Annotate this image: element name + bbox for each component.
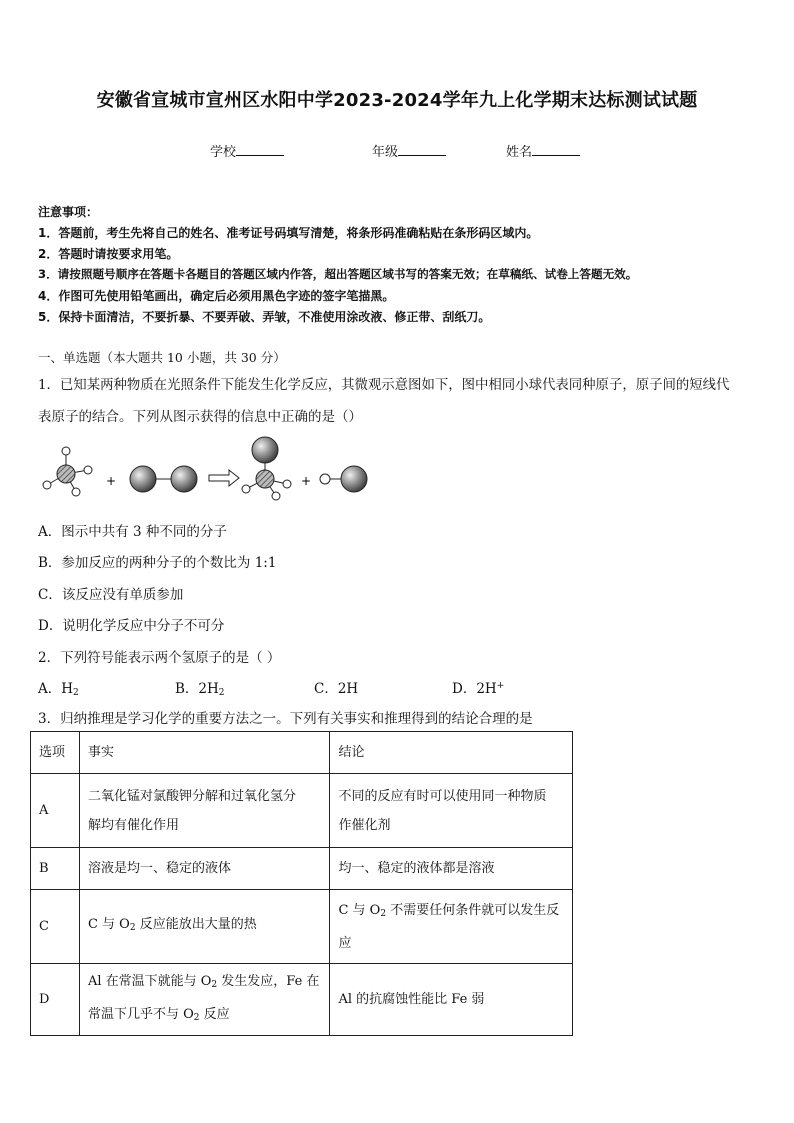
name-field[interactable] — [506, 141, 580, 160]
row-c-option: C — [31, 890, 80, 964]
q2-stem: 2．下列符号能表示两个氢原子的是（ ） — [38, 650, 281, 666]
q1-option-d: D．说明化学反应中分子不可分 — [38, 618, 225, 634]
name-label: 姓名 — [506, 145, 533, 160]
row-c-fact: C 与 $O_2$ 反应能放出大量的热 — [79, 890, 330, 964]
hcl-molecule — [320, 466, 367, 492]
reaction-diagram — [36, 433, 376, 503]
notice-item-2: 2．答题时请按要求用笔。 — [38, 247, 179, 261]
reaction-arrow-icon — [209, 470, 239, 486]
chlorine-molecule — [130, 466, 197, 492]
table-row — [31, 774, 573, 848]
notice-item-4: 4．作图可先使用铅笔画出，确定后必须用黑色字迹的签字笔描黑。 — [38, 289, 395, 303]
q2-option-b: B．$2H_2$ — [175, 681, 225, 698]
school-field[interactable] — [210, 141, 284, 160]
q1-option-a: A．图示中共有 3 种不同的分子 — [38, 524, 227, 540]
q1-option-c: C．该反应没有单质参加 — [38, 587, 184, 603]
q1-option-b: B．参加反应的两种分子的个数比为 1:1 — [38, 555, 277, 571]
section-heading: 一、单选题（本大题共 10 小题，共 30 分） — [38, 350, 286, 365]
row-d-fact: Al 在常温下就能与 $O_2$ 发生发应，Fe 在 常温下几乎不与 $O_2$ 反应 — [79, 964, 330, 1036]
row-b-conclusion: 均一、稳定的液体都是溶液 — [330, 848, 573, 890]
grade-field[interactable] — [372, 141, 446, 160]
header-fact: 事实 — [79, 732, 330, 774]
school-blank[interactable] — [236, 143, 284, 156]
notice-item-1: 1．答题前，考生先将自己的姓名、准考证号码填写清楚，将条形码准确粘贴在条形码区域内。 — [38, 226, 539, 240]
table-row — [31, 964, 573, 1036]
q3-stem: 3．归纳推理是学习化学的重要方法之一。下列有关事实和推理得到的结论合理的是 — [38, 711, 533, 727]
row-a-fact: 二氧化锰对氯酸钾分解和过氧化氢分 解均有催化作用 — [79, 774, 330, 848]
q3-table — [30, 731, 573, 1036]
q2-option-a: A．$H_2$ — [38, 681, 79, 698]
name-blank[interactable] — [532, 143, 580, 156]
row-d-option: D — [31, 964, 80, 1036]
row-a-option: A — [31, 774, 80, 848]
plus-sign-2: + — [301, 474, 312, 488]
grade-blank[interactable] — [398, 143, 446, 156]
q2-option-c: C．2H — [314, 681, 359, 697]
q1-stem-line1: 1．已知某两种物质在光照条件下能发生化学反应，其微观示意图如下，图中相同小球代表同种原子，原子间的短线代 — [38, 378, 730, 393]
product-molecule — [242, 437, 291, 500]
header-option: 选项 — [31, 732, 80, 774]
q1-stem-line2: 表原子的结合。下列从图示获得的信息中正确的是（） — [38, 409, 362, 425]
row-b-option: B — [31, 848, 80, 890]
table-row — [31, 890, 573, 964]
q2-option-d: D．2H+ — [452, 681, 505, 697]
plus-sign-1: + — [106, 474, 117, 488]
row-d-conclusion: Al 的抗腐蚀性能比 Fe 弱 — [330, 964, 573, 1036]
grade-label: 年级 — [372, 145, 399, 160]
methane-molecule — [43, 447, 92, 496]
table-header-row — [31, 732, 573, 774]
page-title: 安徽省宣城市宣州区水阳中学2023-2024学年九上化学期末达标测试试题 — [96, 90, 698, 111]
notice-item-5: 5．保持卡面清洁，不要折暴、不要弄破、弄皱，不准使用涂改液、修正带、刮纸刀。 — [38, 310, 491, 324]
notice-item-3: 3．请按照题号顺序在答题卡各题目的答题区域内作答，超出答题区域书写的答案无效；在草稿纸、试卷上答题无效。 — [38, 267, 638, 281]
row-a-conclusion: 不同的反应有时可以使用同一种物质 作催化剂 — [330, 774, 573, 848]
notice-heading: 注意事项： — [38, 205, 99, 219]
school-label: 学校 — [210, 145, 237, 160]
table-row — [31, 848, 573, 890]
row-b-fact: 溶液是均一、稳定的液体 — [79, 848, 330, 890]
header-conclusion: 结论 — [330, 732, 573, 774]
row-c-conclusion: C 与 $O_2$ 不需要任何条件就可以发生反 应 — [330, 890, 573, 964]
